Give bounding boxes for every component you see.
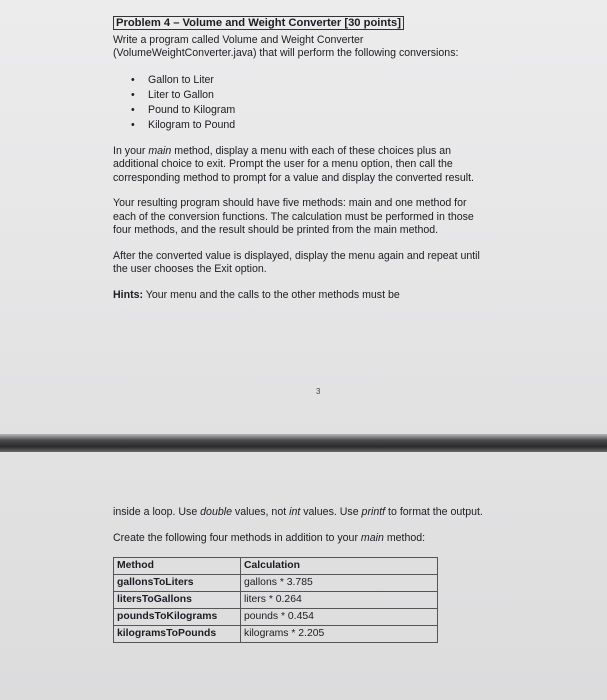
table-row: [114, 626, 438, 643]
bullet-icon: •: [131, 73, 135, 86]
page-divider: [0, 434, 607, 452]
list-item: • Gallon to Liter: [131, 73, 214, 86]
method-cell: gallonsToLiters: [114, 575, 241, 592]
bullet-icon: •: [131, 118, 135, 131]
loop-paragraph: After the converted value is displayed, display the menu again and repeat until the user chooses the Exit option.: [113, 249, 480, 275]
continuation-paragraph: inside a loop. Use double values, not int values. Use printf to format the output.: [113, 506, 483, 518]
table-row: [114, 609, 438, 626]
methods-table: [113, 557, 438, 643]
header-method: Method: [114, 558, 241, 575]
table-row: [114, 592, 438, 609]
bullet-icon: •: [131, 103, 135, 116]
document-page-bottom: [0, 452, 607, 700]
create-methods-paragraph: Create the following four methods in addition to your main method:: [113, 531, 426, 544]
conversion-list: [113, 73, 483, 133]
problem-body: [113, 17, 483, 314]
calculation-cell: gallons * 3.785: [241, 575, 438, 592]
bullet-icon: •: [131, 88, 135, 101]
table-row: [114, 575, 438, 592]
title-points: [30 points]: [344, 17, 401, 29]
hints-label: Hints:: [113, 288, 144, 301]
calculation-cell: kilograms * 2.205: [241, 626, 438, 643]
page-number: 3: [316, 387, 321, 396]
continuation-body: [113, 506, 483, 643]
method-cell: poundsToKilograms: [114, 609, 241, 626]
list-item: • Pound to Kilogram: [131, 103, 236, 116]
table-header-row: [114, 558, 438, 575]
methods-paragraph: Your resulting program should have five methods: main and one method for each of the conversion functions. The calculation must be performed in those four methods, and the result should be printed from the main method.: [113, 197, 474, 236]
calculation-cell: liters * 0.264: [241, 592, 438, 609]
list-item: • Kilogram to Pound: [131, 118, 236, 131]
list-item: • Liter to Gallon: [131, 88, 214, 101]
method-cell: kilogramsToPounds: [114, 626, 241, 643]
calculation-cell: pounds * 0.454: [241, 609, 438, 626]
header-calculation: Calculation: [241, 558, 438, 575]
main-method-paragraph: In your main method, display a menu with each of these choices plus an additional choice to exit. Prompt the user for a menu option, then call the corresponding method to prompt for a value and display the converted result.: [113, 144, 474, 184]
intro-paragraph: Write a program called Volume and Weight Converter (VolumeWeightConverter.java) that will perform the following conversions:: [113, 33, 459, 59]
problem-title: [113, 17, 483, 31]
title-text: Problem 4 – Volume and Weight Converter: [116, 17, 345, 29]
method-cell: litersToGallons: [114, 592, 241, 609]
hints-paragraph: Hints: Your menu and the calls to the other methods must be: [113, 288, 400, 301]
